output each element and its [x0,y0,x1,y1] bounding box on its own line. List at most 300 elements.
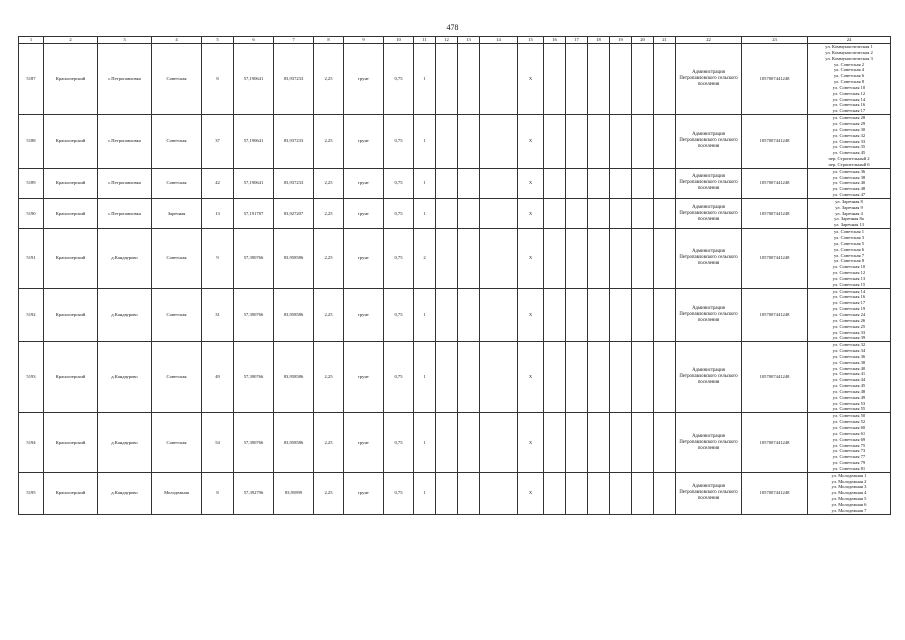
empty-cell [654,229,676,288]
mark: Х [518,198,544,228]
address-line: ул. Советская 7 [833,252,865,258]
street: Советская [152,115,202,169]
district: Краснозерский [44,198,98,228]
empty-cell [632,413,654,472]
empty-cell [588,115,610,169]
owner-organization: Администрация Петропавловского сельского поселения [676,198,742,228]
address-line: ул. Советская 15 [832,281,866,287]
owner-organization: Администрация Петропавловского сельского поселения [676,413,742,472]
longitude: 83,958586 [274,413,314,472]
container-count: 1 [414,115,436,169]
empty-cell [436,288,458,342]
address-line: ул. Советская 47 [832,192,866,198]
empty-cell [654,342,676,413]
latitude: 57,190641 [234,168,274,198]
container-volume: 0,75 [384,413,414,472]
latitude: 57,190641 [234,115,274,169]
empty-cell [654,472,676,514]
container-count: 1 [414,342,436,413]
container-count: 1 [414,472,436,514]
house-number: 13 [202,198,234,228]
address-line: ул. Молодежная 6 [831,501,867,507]
column-number: 23 [742,37,808,44]
empty-cell [480,229,518,288]
street: Молодежная [152,472,202,514]
column-number-row [19,37,891,44]
column-number: 9 [344,37,384,44]
ogrn: 1057007441248 [742,413,808,472]
empty-cell [588,168,610,198]
container-volume: 0,75 [384,342,414,413]
area: 2,25 [314,288,344,342]
district: Краснозерский [44,288,98,342]
empty-cell [610,288,632,342]
surface-type: грунт [344,288,384,342]
address-line: ул. Советская 6 [833,246,865,252]
longitude: 83,937233 [274,168,314,198]
column-number: 14 [480,37,518,44]
empty-cell [480,472,518,514]
empty-cell [480,115,518,169]
address-line: ул. Советская 36 [832,353,866,359]
address-line: ул. Советская 38 [832,359,866,365]
column-number: 20 [632,37,654,44]
column-number: 19 [610,37,632,44]
area: 2,25 [314,229,344,288]
table-row [19,168,891,198]
address-line: ул. Советская 49 [832,394,866,400]
empty-cell [544,288,566,342]
mark: Х [518,472,544,514]
empty-cell [632,229,654,288]
latitude: 57,190641 [234,44,274,115]
surface-type: грунт [344,342,384,413]
address-line: ул. Советская 30 [832,126,866,132]
empty-cell [566,115,588,169]
owner-organization: Администрация Петропавловского сельского поселения [676,44,742,115]
address-line: ул. Советская 17 [832,300,866,306]
empty-cell [436,198,458,228]
area: 2,25 [314,44,344,115]
surface-type: грунт [344,115,384,169]
empty-cell [458,413,480,472]
table-row [19,198,891,228]
empty-cell [566,168,588,198]
address-line: ул. Советская 61 [832,430,866,436]
address-line: ул. Советская 39 [832,335,866,341]
district: Краснозерский [44,44,98,115]
empty-cell [566,342,588,413]
container-volume: 0,75 [384,115,414,169]
address-line: ул. Молодежная 1 [831,472,867,478]
address-line: ул. Молодежная 3 [831,484,867,490]
house-number: 49 [202,342,234,413]
address-line: ул. Коммунистическая 3 [825,55,873,61]
empty-cell [610,168,632,198]
empty-cell [544,198,566,228]
address-line: ул. Советская 19 [832,306,866,312]
address-line: ул. Советская 13 [832,275,866,281]
empty-cell [566,288,588,342]
empty-cell [588,198,610,228]
address-line: ул. Советская 28 [832,115,866,121]
table-row [19,229,891,288]
address-line: ул. Советская 45 [832,150,866,156]
empty-cell [480,44,518,115]
empty-cell [458,115,480,169]
address-line: ул. Советская 17 [832,108,866,114]
empty-cell [610,115,632,169]
empty-cell [588,288,610,342]
column-number: 21 [654,37,676,44]
address-line: ул. Советская 5 [833,240,865,246]
locality: д.Кандаурово [98,342,152,413]
column-number: 1 [19,37,44,44]
house-number: 54 [202,413,234,472]
longitude: 83,958586 [274,342,314,413]
empty-cell [544,413,566,472]
owner-organization: Администрация Петропавловского сельского поселения [676,229,742,288]
owner-organization: Администрация Петропавловского сельского поселения [676,342,742,413]
locality: с.Петропавловка [98,198,152,228]
column-number: 4 [152,37,202,44]
address-line: ул. Советская 24 [832,311,866,317]
locality: с.Петропавловка [98,168,152,198]
address-line: ул. Советская 32 [832,342,866,348]
ogrn: 1057007441248 [742,198,808,228]
empty-cell [458,198,480,228]
empty-cell [566,198,588,228]
owner-organization: Администрация Петропавловского сельского поселения [676,168,742,198]
address-line: ул. Советская 16 [832,294,866,300]
locality: д.Кандаурово [98,288,152,342]
address-line: пер. Строительный 6 [828,161,870,167]
row-id: 5188 [19,115,44,169]
table-row [19,413,891,472]
surface-type: грунт [344,168,384,198]
empty-cell [480,198,518,228]
served-addresses [808,198,891,228]
house-number: 31 [202,288,234,342]
district: Краснозерский [44,342,98,413]
empty-cell [436,44,458,115]
address-line: ул. Советская 4 [833,67,865,73]
area: 2,25 [314,342,344,413]
empty-cell [544,472,566,514]
served-addresses [808,229,891,288]
column-number: 8 [314,37,344,44]
empty-cell [436,115,458,169]
district: Краснозерский [44,229,98,288]
latitude: 57,390766 [234,229,274,288]
mark: Х [518,115,544,169]
column-number: 2 [44,37,98,44]
address-line: ул. Советская 36 [832,168,866,174]
address-line: ул. Советская 25 [832,323,866,329]
address-line: ул. Советская 69 [832,436,866,442]
ogrn: 1057007441248 [742,472,808,514]
empty-cell [544,44,566,115]
address-line: ул. Советская 33 [832,329,866,335]
address-line: ул. Заречная 13 [834,222,864,228]
table-row [19,115,891,169]
mark: Х [518,44,544,115]
table-row [19,472,891,514]
address-line: ул. Советская 6 [833,73,865,79]
served-addresses [808,44,891,115]
row-id: 5194 [19,413,44,472]
empty-cell [654,115,676,169]
empty-cell [654,168,676,198]
house-number: 9 [202,229,234,288]
empty-cell [632,115,654,169]
column-number: 5 [202,37,234,44]
area: 2,25 [314,115,344,169]
empty-cell [544,229,566,288]
mark: Х [518,168,544,198]
empty-cell [610,44,632,115]
address-line: ул. Советская 14 [832,288,866,294]
locality: д.Кандаурово [98,229,152,288]
longitude: 83,927207 [274,198,314,228]
empty-cell [436,413,458,472]
longitude: 83,958586 [274,288,314,342]
empty-cell [566,413,588,472]
empty-cell [436,342,458,413]
empty-cell [610,413,632,472]
street: Советская [152,44,202,115]
address-line: ул. Советская 40 [832,180,866,186]
empty-cell [566,229,588,288]
address-line: ул. Коммунистическая 1 [825,44,873,49]
empty-cell [458,472,480,514]
address-line: ул. Советская 44 [832,377,866,383]
area: 2,25 [314,198,344,228]
empty-cell [610,472,632,514]
empty-cell [610,229,632,288]
address-line: ул. Советская 26 [832,317,866,323]
container-count: 1 [414,44,436,115]
surface-type: грунт [344,229,384,288]
empty-cell [566,472,588,514]
empty-cell [632,288,654,342]
served-addresses [808,288,891,342]
column-number: 7 [274,37,314,44]
container-volume: 0,75 [384,168,414,198]
container-count: 1 [414,413,436,472]
latitude: 57,390766 [234,413,274,472]
container-count: 1 [414,168,436,198]
container-count: 1 [414,288,436,342]
street: Советская [152,168,202,198]
empty-cell [632,342,654,413]
empty-cell [588,472,610,514]
container-volume: 0,75 [384,288,414,342]
house-number: 8 [202,472,234,514]
owner-organization: Администрация Петропавловского сельского поселения [676,115,742,169]
ogrn: 1057007441248 [742,115,808,169]
row-id: 5191 [19,229,44,288]
locality: д.Кандаурово [98,472,152,514]
latitude: 57,390766 [234,288,274,342]
empty-cell [436,472,458,514]
row-id: 5190 [19,198,44,228]
column-number: 17 [566,37,588,44]
empty-cell [610,342,632,413]
column-number: 12 [436,37,458,44]
container-volume: 0,75 [384,472,414,514]
address-line: ул. Советская 81 [832,465,866,471]
container-volume: 0,75 [384,44,414,115]
address-line: ул. Советская 10 [832,84,866,90]
latitude: 57,191787 [234,198,274,228]
address-line: ул. Советская 12 [832,90,866,96]
row-id: 5192 [19,288,44,342]
column-number: 16 [544,37,566,44]
locality: д.Кандаурово [98,413,152,472]
table-row [19,342,891,413]
district: Краснозерский [44,115,98,169]
mark: Х [518,288,544,342]
street: Советская [152,413,202,472]
address-line: ул. Заречная 9 [835,204,863,210]
address-line: ул. Советская 2 [833,61,865,67]
house-number: 42 [202,168,234,198]
address-line: ул. Советская 55 [832,406,866,412]
address-line: ул. Коммунистическая 2 [825,49,873,55]
empty-cell [458,288,480,342]
latitude: 57,390766 [234,342,274,413]
empty-cell [544,342,566,413]
district: Краснозерский [44,168,98,198]
house-number: 8 [202,44,234,115]
ogrn: 1057007441248 [742,342,808,413]
surface-type: грунт [344,44,384,115]
mark: Х [518,342,544,413]
address-line: ул. Советская 53 [832,400,866,406]
house-number: 37 [202,115,234,169]
column-number: 15 [518,37,544,44]
container-volume: 0,75 [384,198,414,228]
empty-cell [544,168,566,198]
empty-cell [654,413,676,472]
address-line: ул. Советская 16 [832,102,866,108]
longitude: 83,95899 [274,472,314,514]
empty-cell [588,413,610,472]
address-line: ул. Советская 41 [832,371,866,377]
column-number: 13 [458,37,480,44]
address-line: ул. Советская 50 [832,413,866,419]
empty-cell [480,288,518,342]
address-line: ул. Советская 48 [832,186,866,192]
address-line: ул. Советская 8 [833,258,865,264]
served-addresses [808,115,891,169]
column-number: 22 [676,37,742,44]
empty-cell [588,229,610,288]
ogrn: 1057007441248 [742,168,808,198]
empty-cell [632,44,654,115]
column-number: 10 [384,37,414,44]
ogrn: 1057007441248 [742,288,808,342]
address-line: ул. Советская 10 [832,264,866,270]
empty-cell [458,342,480,413]
address-line: ул. Советская 34 [832,348,866,354]
empty-cell [436,229,458,288]
street: Заречная [152,198,202,228]
area: 2,25 [314,472,344,514]
owner-organization: Администрация Петропавловского сельского поселения [676,288,742,342]
address-line: ул. Советская 1 [833,229,865,235]
row-id: 5195 [19,472,44,514]
owner-organization: Администрация Петропавловского сельского поселения [676,472,742,514]
longitude: 83,937233 [274,44,314,115]
address-line: ул. Советская 40 [832,365,866,371]
address-line: ул. Советская 12 [832,270,866,276]
address-line: ул. Советская 29 [832,120,866,126]
address-line: ул. Советская 38 [832,174,866,180]
empty-cell [588,44,610,115]
address-line: ул. Заречная 8 [835,198,863,204]
mark: Х [518,413,544,472]
latitude: 57,392796 [234,472,274,514]
register-table [18,36,891,515]
served-addresses [808,168,891,198]
address-line: ул. Заречная 8а [834,216,864,222]
empty-cell [588,342,610,413]
empty-cell [436,168,458,198]
empty-cell [632,168,654,198]
empty-cell [610,198,632,228]
page-number: 478 [446,23,459,32]
address-line: пер. Строительный 2 [828,156,870,162]
address-line: ул. Советская 60 [832,425,866,430]
street: Советская [152,229,202,288]
surface-type: грунт [344,413,384,472]
empty-cell [544,115,566,169]
ogrn: 1057007441248 [742,229,808,288]
address-line: ул. Советская 79 [832,460,866,466]
row-id: 5189 [19,168,44,198]
empty-cell [654,44,676,115]
ogrn: 1057007441248 [742,44,808,115]
empty-cell [480,168,518,198]
empty-cell [480,342,518,413]
served-addresses [808,472,891,514]
area: 2,25 [314,413,344,472]
address-line: ул. Советская 77 [832,454,866,460]
empty-cell [458,168,480,198]
address-line: ул. Советская 73 [832,448,866,454]
address-line: ул. Заречная 4 [835,210,863,216]
address-line: ул. Молодежная 2 [831,478,867,484]
address-line: ул. Молодежная 7 [831,507,867,513]
area: 2,25 [314,168,344,198]
column-number: 24 [808,37,891,44]
container-volume: 0,75 [384,229,414,288]
address-line: ул. Молодежная 4 [831,490,867,496]
row-id: 5187 [19,44,44,115]
served-addresses [808,342,891,413]
address-line: ул. Молодежная 5 [831,496,867,502]
table-row [19,44,891,115]
row-id: 5193 [19,342,44,413]
empty-cell [632,198,654,228]
address-line: ул. Советская 32 [832,132,866,138]
locality: с.Петропавловка [98,115,152,169]
address-line: ул. Советская 33 [832,138,866,144]
address-line: ул. Советская 3 [833,235,865,240]
address-line: ул. Советская 14 [832,96,866,102]
